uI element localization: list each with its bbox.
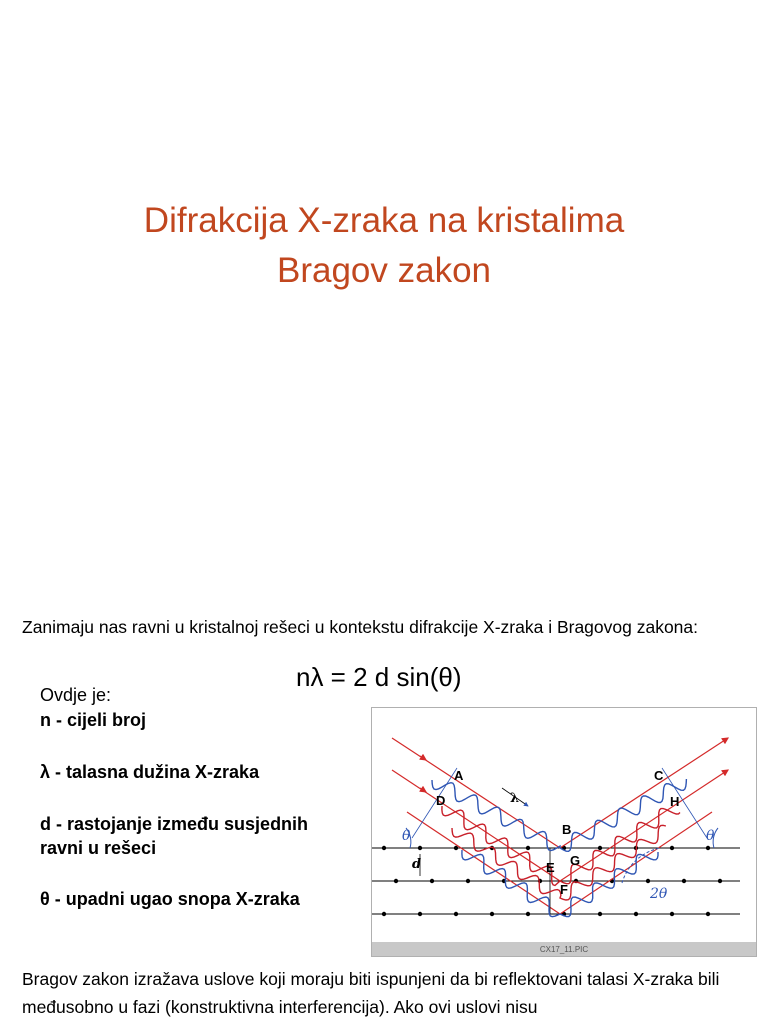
label-B: B — [562, 822, 572, 837]
definition-d: d - rastojanje između susjednih ravni u rešeci — [40, 814, 309, 858]
label-G: G — [570, 853, 581, 868]
lattice-atom — [394, 879, 398, 883]
label-two-theta: 2θ — [650, 886, 668, 902]
label-H: H — [670, 794, 680, 809]
lattice-atom — [646, 879, 650, 883]
lattice-atom — [670, 846, 674, 850]
lattice-atom — [598, 846, 602, 850]
lattice-atom — [706, 846, 710, 850]
lattice-atom — [382, 912, 386, 916]
bragg-diagram-svg — [372, 708, 756, 956]
label-theta-right: θ — [706, 828, 715, 844]
title-line-1: Difrakcija X-zraka na kristalima — [143, 201, 625, 240]
incident-ray-1 — [392, 738, 560, 848]
lattice-atom — [490, 912, 494, 916]
lattice-atom — [526, 846, 530, 850]
footer-paragraph: Bragov zakon izražava uslove koji moraju biti ispunjeni da bi reflektovani talasi X-zraka bili međusobno u fazi (konstruktivna interferencija). Ako ovi uslovi nisu — [22, 969, 720, 1017]
label-D: D — [436, 793, 446, 808]
title-line-2: Bragov zakon — [276, 251, 492, 290]
lattice-atom — [418, 912, 422, 916]
lattice-atom — [634, 912, 638, 916]
definition-lambda: λ - talasna dužina X-zraka — [40, 762, 260, 782]
lattice-atom — [526, 912, 530, 916]
lattice-atom — [430, 879, 434, 883]
lattice-atom — [466, 879, 470, 883]
lattice-atom — [454, 846, 458, 850]
label-E: E — [546, 860, 555, 875]
label-theta-left: θ — [402, 828, 411, 844]
wave-2 — [442, 806, 680, 886]
figure-caption: CX17_11.PIC — [539, 945, 589, 954]
definition-n: n - cijeli broj — [40, 710, 147, 730]
bragg-diagram — [371, 707, 757, 957]
reflected-ray-2 — [560, 770, 728, 881]
label-lambda: λ — [510, 791, 520, 806]
definition-theta: θ - upadni ugao snopa X-zraka — [40, 889, 300, 909]
label-d: d — [412, 857, 422, 872]
lattice-atom — [598, 912, 602, 916]
definitions-heading: Ovdje je: — [40, 685, 112, 705]
label-A: A — [454, 768, 464, 783]
lattice-atom — [718, 879, 722, 883]
lattice-atom — [418, 846, 422, 850]
lattice-atom — [682, 879, 686, 883]
lattice-atom — [670, 912, 674, 916]
label-C: C — [654, 768, 664, 783]
lattice-atom — [382, 846, 386, 850]
lattice-atom — [454, 912, 458, 916]
lattice-atom — [706, 912, 710, 916]
intro-paragraph: Zanimaju nas ravni u kristalnoj rešeci u kontekstu difrakcije X-zraka i Bragovog zakona: — [22, 617, 699, 637]
bragg-formula: nλ = 2 d sin(θ) — [296, 662, 462, 692]
label-F: F — [560, 882, 568, 897]
